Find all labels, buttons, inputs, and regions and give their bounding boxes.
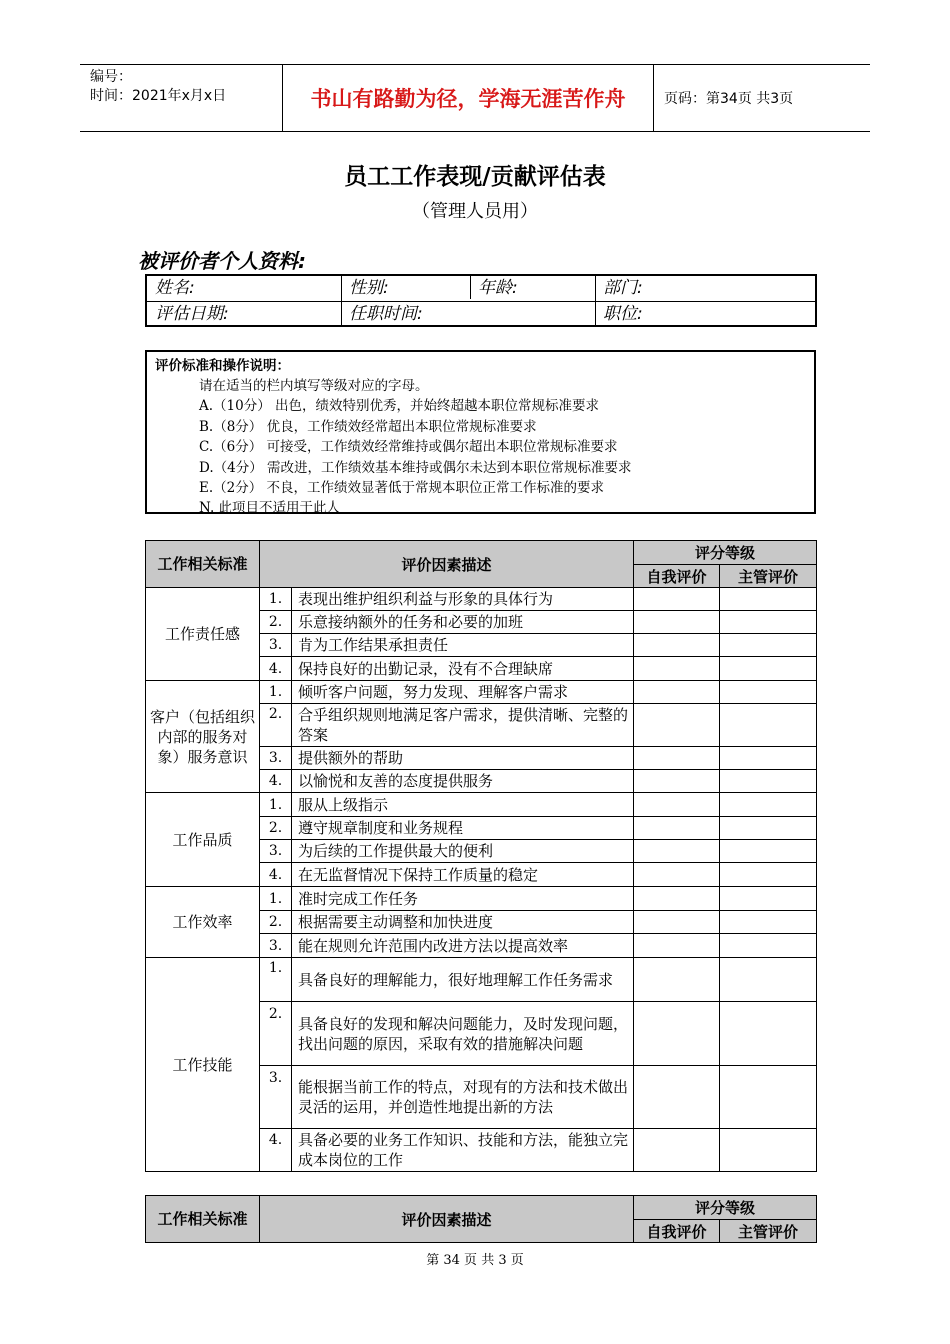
- item-description: 保持良好的出勤记录，没有不合理缺席: [292, 657, 634, 681]
- item-number: 2.: [260, 704, 292, 747]
- item-description: 倾听客户问题，努力发现、理解客户需求: [292, 681, 634, 704]
- header-meta: [80, 65, 282, 131]
- category-quality: 工作品质: [146, 793, 260, 887]
- table-row: [146, 588, 817, 611]
- evaluation-table-continued: [145, 1195, 817, 1243]
- age-field[interactable]: 年龄:: [478, 278, 518, 298]
- item-description: 服从上级指示: [292, 793, 634, 817]
- item-number: 4.: [260, 657, 292, 681]
- position-field[interactable]: 职位:: [603, 304, 643, 324]
- page-footer: 第 34 页 共 3 页: [426, 1253, 524, 1268]
- self-score-cell[interactable]: [634, 1002, 720, 1066]
- item-number: 3.: [260, 934, 292, 958]
- item-number: 2.: [260, 1002, 292, 1066]
- instruction-line: B.（8分） 优良，工作绩效经常超出本职位常规标准要求: [199, 419, 537, 435]
- header-page: 页码：第34页 共3页: [664, 91, 794, 107]
- col-header-self: 自我评价: [634, 1220, 720, 1243]
- instruction-line: C.（6分） 可接受，工作绩效经常维持或偶尔超出本职位常规标准要求: [199, 439, 618, 455]
- instruction-line: 请在适当的栏内填写等级对应的字母。: [199, 378, 429, 394]
- instruction-line: D.（4分） 需改进，工作绩效基本维持或偶尔未达到本职位常规标准要求: [199, 460, 632, 476]
- item-description: 提供额外的帮助: [292, 747, 634, 770]
- self-score-cell[interactable]: [634, 704, 720, 747]
- tenure-field[interactable]: 任职时间:: [349, 304, 423, 324]
- instruction-line: N. 此项目不适用于此人: [199, 500, 341, 516]
- col-header-standard: 工作相关标准: [146, 1196, 260, 1243]
- section-title-personal-info: 被评价者个人资料:: [138, 249, 306, 273]
- self-score-cell[interactable]: [634, 863, 720, 887]
- document-subtitle: （管理人员用）: [412, 201, 538, 222]
- manager-score-cell[interactable]: [720, 863, 817, 887]
- self-score-cell[interactable]: [634, 793, 720, 817]
- item-number: 2.: [260, 817, 292, 840]
- item-description: 以愉悦和友善的态度提供服务: [292, 770, 634, 793]
- item-description: 能根据当前工作的特点，对现有的方法和技术做出灵活的运用，并创造性地提出新的方法: [292, 1066, 634, 1129]
- manager-score-cell[interactable]: [720, 770, 817, 793]
- item-number: 1.: [260, 793, 292, 817]
- item-description: 乐意接纳额外的任务和必要的加班: [292, 611, 634, 634]
- item-description: 为后续的工作提供最大的便利: [292, 840, 634, 863]
- manager-score-cell[interactable]: [720, 634, 817, 657]
- item-number: 1.: [260, 887, 292, 911]
- manager-score-cell[interactable]: [720, 793, 817, 817]
- item-number: 2.: [260, 611, 292, 634]
- category-skills: 工作技能: [146, 958, 260, 1172]
- item-description: 遵守规章制度和业务规程: [292, 817, 634, 840]
- self-score-cell[interactable]: [634, 588, 720, 611]
- item-number: 3.: [260, 747, 292, 770]
- self-score-cell[interactable]: [634, 747, 720, 770]
- item-description: 根据需要主动调整和加快进度: [292, 911, 634, 934]
- item-number: 3.: [260, 1066, 292, 1129]
- table-row: [146, 681, 817, 704]
- serial-label: 编号：: [90, 69, 132, 85]
- item-number: 1.: [260, 958, 292, 1002]
- item-description: 具备良好的理解能力，很好地理解工作任务需求: [292, 958, 634, 1002]
- item-number: 4.: [260, 863, 292, 887]
- department-field[interactable]: 部门:: [603, 278, 643, 298]
- col-header-manager: 主管评价: [720, 565, 817, 588]
- self-score-cell[interactable]: [634, 1066, 720, 1129]
- self-score-cell[interactable]: [634, 657, 720, 681]
- col-header-grade: 评分等级: [634, 1196, 817, 1220]
- item-number: 4.: [260, 770, 292, 793]
- self-score-cell[interactable]: [634, 958, 720, 1002]
- category-customer-service: 客户（包括组织内部的服务对象）服务意识: [146, 681, 260, 793]
- self-score-cell[interactable]: [634, 840, 720, 863]
- col-header-self: 自我评价: [634, 565, 720, 588]
- gender-field[interactable]: 性别:: [349, 278, 389, 298]
- table-row: [146, 793, 817, 817]
- personal-info-table: [145, 274, 817, 327]
- manager-score-cell[interactable]: [720, 911, 817, 934]
- manager-score-cell[interactable]: [720, 1066, 817, 1129]
- header-motto: 书山有路勤为径，学海无涯苦作舟: [282, 65, 654, 131]
- col-header-description: 评价因素描述: [260, 1196, 634, 1243]
- self-score-cell[interactable]: [634, 611, 720, 634]
- manager-score-cell[interactable]: [720, 747, 817, 770]
- item-description: 合乎组织规则地满足客户需求，提供清晰、完整的答案: [292, 704, 634, 747]
- instruction-line: E.（2分） 不良，工作绩效显著低于常规本职位正常工作标准的要求: [199, 480, 605, 496]
- manager-score-cell[interactable]: [720, 817, 817, 840]
- manager-score-cell[interactable]: [720, 887, 817, 911]
- item-description: 能在规则允许范围内改进方法以提高效率: [292, 934, 634, 958]
- manager-score-cell[interactable]: [720, 588, 817, 611]
- manager-score-cell[interactable]: [720, 611, 817, 634]
- eval-date-field[interactable]: 评估日期:: [155, 304, 229, 324]
- instructions-box: [145, 350, 816, 514]
- manager-score-cell[interactable]: [720, 681, 817, 704]
- manager-score-cell[interactable]: [720, 704, 817, 747]
- manager-score-cell[interactable]: [720, 1129, 817, 1172]
- item-description: 肯为工作结果承担责任: [292, 634, 634, 657]
- self-score-cell[interactable]: [634, 634, 720, 657]
- item-description: 在无监督情况下保持工作质量的稳定: [292, 863, 634, 887]
- manager-score-cell[interactable]: [720, 958, 817, 1002]
- manager-score-cell[interactable]: [720, 657, 817, 681]
- item-number: 1.: [260, 588, 292, 611]
- instruction-line: A.（10分） 出色，绩效特别优秀，并始终超越本职位常规标准要求: [199, 398, 600, 414]
- self-score-cell[interactable]: [634, 770, 720, 793]
- item-number: 3.: [260, 634, 292, 657]
- item-number: 3.: [260, 840, 292, 863]
- table-row: [146, 958, 817, 1002]
- col-header-grade: 评分等级: [634, 541, 817, 565]
- document-title: 员工工作表现/贡献评估表: [344, 164, 606, 190]
- self-score-cell[interactable]: [634, 911, 720, 934]
- item-number: 4.: [260, 1129, 292, 1172]
- self-score-cell[interactable]: [634, 1129, 720, 1172]
- item-description: 表现出维护组织利益与形象的具体行为: [292, 588, 634, 611]
- item-description: 具备良好的发现和解决问题能力，及时发现问题，找出问题的原因，采取有效的措施解决问题: [292, 1002, 634, 1066]
- item-description: 具备必要的业务工作知识、技能和方法，能独立完成本岗位的工作: [292, 1129, 634, 1172]
- item-number: 2.: [260, 911, 292, 934]
- item-description: 准时完成工作任务: [292, 887, 634, 911]
- self-score-cell[interactable]: [634, 887, 720, 911]
- self-score-cell[interactable]: [634, 681, 720, 704]
- table-row: [146, 887, 817, 911]
- item-number: 1.: [260, 681, 292, 704]
- instructions-heading: 评价标准和操作说明：: [155, 358, 290, 374]
- category-responsibility: 工作责任感: [146, 588, 260, 681]
- manager-score-cell[interactable]: [720, 840, 817, 863]
- col-header-manager: 主管评价: [720, 1220, 817, 1243]
- time-label: 时间：2021年x月x日: [90, 88, 227, 104]
- manager-score-cell[interactable]: [720, 1002, 817, 1066]
- self-score-cell[interactable]: [634, 817, 720, 840]
- col-header-description: 评价因素描述: [260, 541, 634, 588]
- self-score-cell[interactable]: [634, 934, 720, 958]
- manager-score-cell[interactable]: [720, 934, 817, 958]
- evaluation-table: [145, 540, 817, 1172]
- page-header: [80, 64, 870, 132]
- col-header-standard: 工作相关标准: [146, 541, 260, 588]
- category-efficiency: 工作效率: [146, 887, 260, 958]
- name-field[interactable]: 姓名:: [155, 278, 195, 298]
